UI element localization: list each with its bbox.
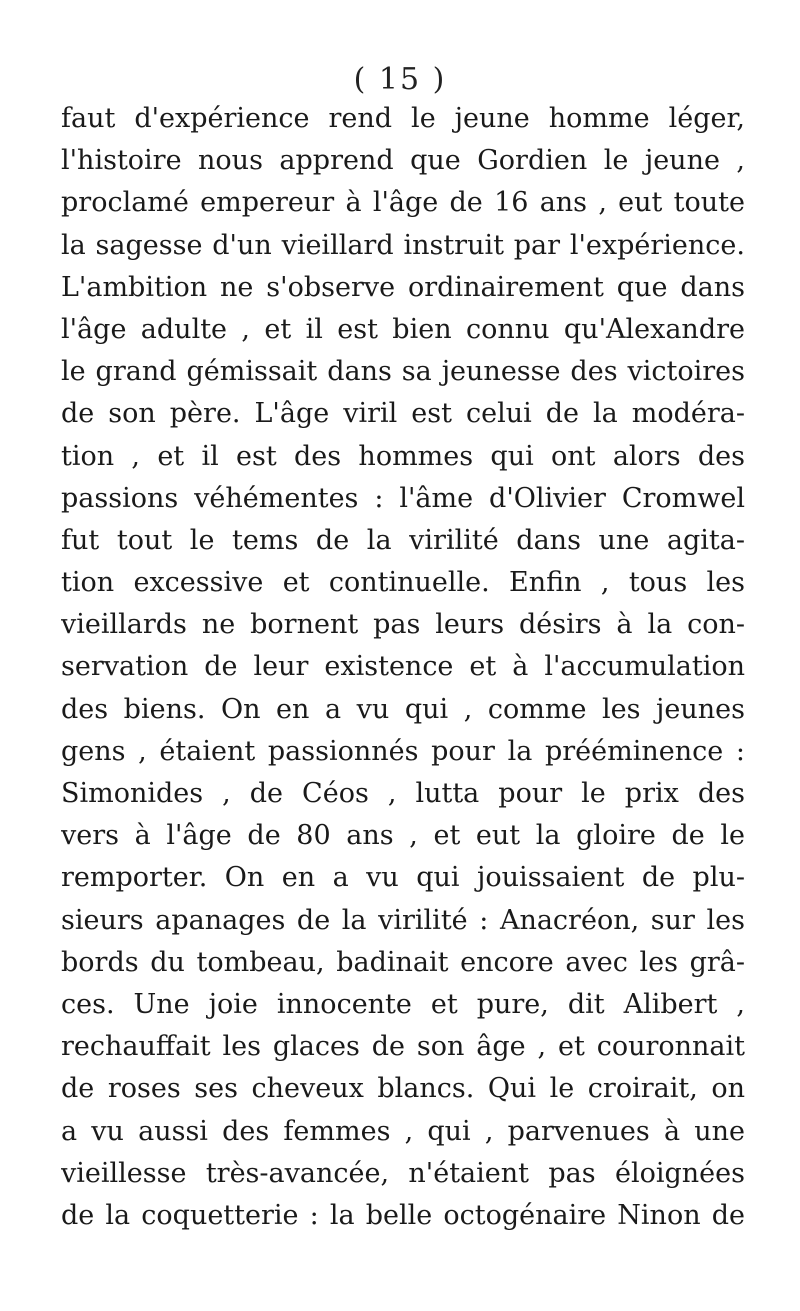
text-line: de son père. L'âge viril est celui de la modéra- [61, 398, 745, 430]
text-line: proclamé empereur à l'âge de 16 ans , eut toute [61, 187, 745, 219]
text-line: des biens. On en a vu qui , comme les jeunes [61, 693, 745, 725]
body-text [61, 98, 745, 1237]
text-line: gens , étaient passionnés pour la prééminence : [61, 735, 745, 767]
page-number: ( 15 ) [353, 62, 447, 97]
text-line: de la coquetterie : la belle octogénaire Ninon de [61, 1199, 745, 1231]
text-line: vers à l'âge de 80 ans , et eut la gloire de le [61, 820, 745, 852]
text-line: Simonides , de Céos , lutta pour le prix des [61, 778, 745, 809]
text-line: rechauffait les glaces de son âge , et couronnait [61, 1031, 745, 1063]
text-line: l'âge adulte , et il est bien connu qu'Alexandre [61, 313, 745, 345]
text-line: faut d'expérience rend le jeune homme léger, [61, 103, 745, 134]
text-line: L'ambition ne s'observe ordinairement que dans [61, 271, 745, 303]
text-line: a vu aussi des femmes , qui , parvenues à une [61, 1115, 745, 1147]
text-line: vieillesse très-avancée, n'étaient pas éloignées [61, 1157, 745, 1189]
text-line: ces. Une joie innocente et pure, dit Alibert , [61, 988, 745, 1020]
text-line: tion excessive et continuelle. Enfin , tous les [61, 567, 745, 599]
text-line: vieillards ne bornent pas leurs désirs à la con- [61, 609, 745, 641]
text-line: le grand gémissait dans sa jeunesse des victoires [61, 356, 745, 388]
text-line: de roses ses cheveux blancs. Qui le croirait, on [61, 1073, 745, 1105]
text-line: la sagesse d'un vieillard instruit par l'expérience. [61, 229, 745, 261]
text-line: tion , et il est des hommes qui ont alors des [61, 440, 745, 472]
text-line: servation de leur existence et à l'accumulation [61, 651, 745, 683]
text-line: remporter. On en a vu qui jouissaient de plu- [61, 862, 745, 894]
text-line: bords du tombeau, badinait encore avec les grâ- [61, 946, 745, 978]
text-line: sieurs apanages de la virilité : Anacréon, sur les [61, 904, 745, 936]
text-line: fut tout le tems de la virilité dans une agita- [61, 524, 745, 556]
text-line: l'histoire nous apprend que Gordien le jeune , [61, 145, 745, 177]
text-line: passions véhémentes : l'âme d'Olivier Cromwel [61, 482, 745, 514]
